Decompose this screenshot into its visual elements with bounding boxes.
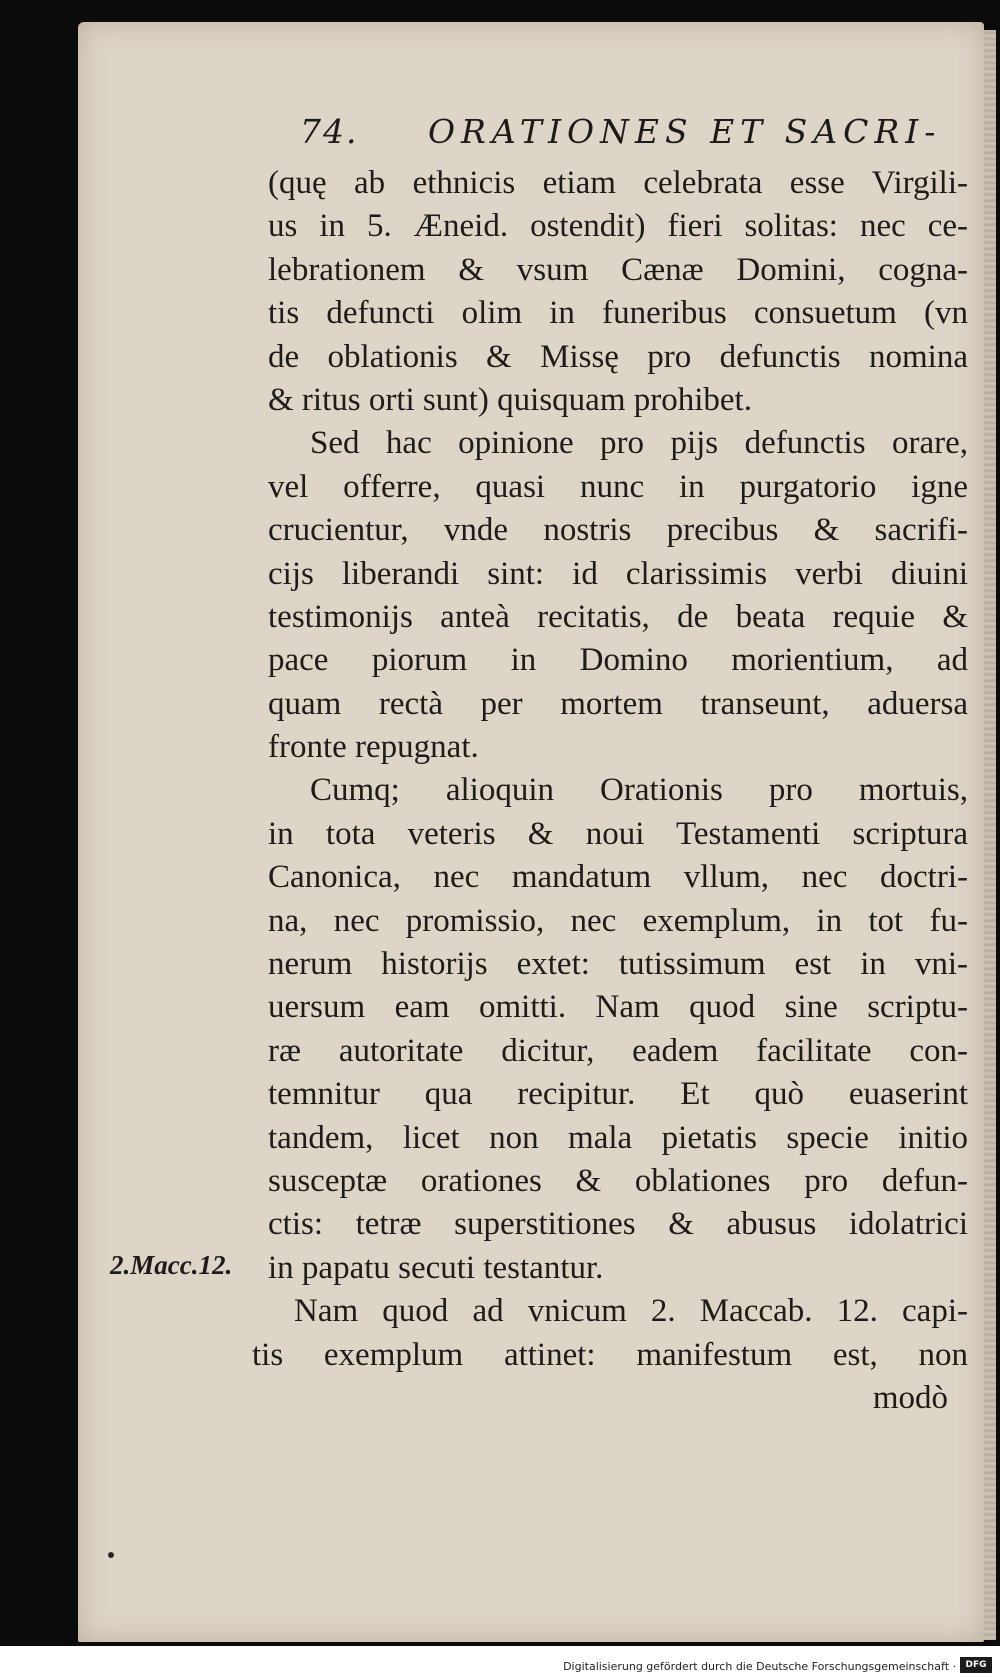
running-title: ORATIONES ET SACRI-: [428, 112, 942, 151]
text-line: na, nec promissio, nec exemplum, in tot fu-: [268, 902, 968, 939]
text-line: ræ autoritate dicitur, eadem facilitate con-: [268, 1032, 968, 1069]
margin-note: 2.Macc.12.: [110, 1250, 233, 1280]
dfg-logo: DFG: [960, 1657, 992, 1673]
text-line: in tota veteris & noui Testamenti scriptura: [268, 815, 968, 852]
body-text: [252, 162, 968, 1420]
text-line: us in 5. Æneid. ostendit) fieri solitas: nec ce-: [268, 208, 968, 245]
text-line: ctis: tetræ superstitiones & abusus idolatrici: [268, 1206, 968, 1243]
text-line: Canonica, nec mandatum vllum, nec doctri-: [268, 859, 968, 896]
ink-dot: [108, 1552, 114, 1558]
text-line: testimonijs anteà recitatis, de beata requie &: [268, 598, 968, 635]
text-line: Cumq; alioquin Orationis pro mortuis,: [310, 772, 968, 809]
text-line: lebrationem & vsum Cænæ Domini, cogna-: [268, 251, 968, 288]
text-line: Sed hac opinione pro pijs defunctis orare,: [310, 425, 968, 462]
text-line: in papatu secuti testantur.: [268, 1249, 604, 1286]
running-header: [300, 112, 942, 160]
text-line: tis defuncti olim in funeribus consuetum (vn: [268, 295, 968, 332]
text-line: Nam quod ad vnicum 2. Maccab. 12. capi-: [294, 1293, 968, 1330]
text-line: (quę ab ethnicis etiam celebrata esse Virgili-: [268, 165, 968, 201]
text-line: tandem, licet non mala pietatis specie initio: [268, 1119, 968, 1156]
text-line: vel offerre, quasi nunc in purgatorio igne: [268, 468, 968, 505]
text-line: de oblationis & Missę pro defunctis nomina: [268, 338, 968, 375]
text-line: pace piorum in Domino morientium, ad: [268, 642, 968, 679]
text-line: crucientur, vnde nostris precibus & sacrifi-: [268, 512, 968, 549]
page-edge: [984, 30, 996, 1640]
page-number: 74.: [300, 112, 359, 151]
text-line: & ritus orti sunt) quisquam prohibet.: [268, 381, 752, 418]
text-line: quam rectà per mortem transeunt, aduersa: [268, 685, 968, 722]
text-line: uersum eam omitti. Nam quod sine scriptu-: [268, 989, 968, 1026]
footer-bar: [0, 1652, 1000, 1678]
text-line: nerum historijs extet: tutissimum est in vni-: [268, 946, 968, 983]
text-line: tis exemplum attinet: manifestum est, non: [252, 1336, 968, 1373]
text-line: cijs liberandi sint: id clarissimis verbi diuini: [268, 555, 968, 592]
text-line: temnitur qua recipitur. Et quò euaserint: [268, 1076, 968, 1113]
funding-credit: Digitalisierung gefördert durch die Deutsche Forschungsgemeinschaft ·: [563, 1660, 956, 1673]
catchword: modò: [872, 1379, 948, 1416]
text-line: susceptæ orationes & oblationes pro defun-: [268, 1162, 968, 1199]
text-line: fronte repugnat.: [268, 729, 479, 766]
